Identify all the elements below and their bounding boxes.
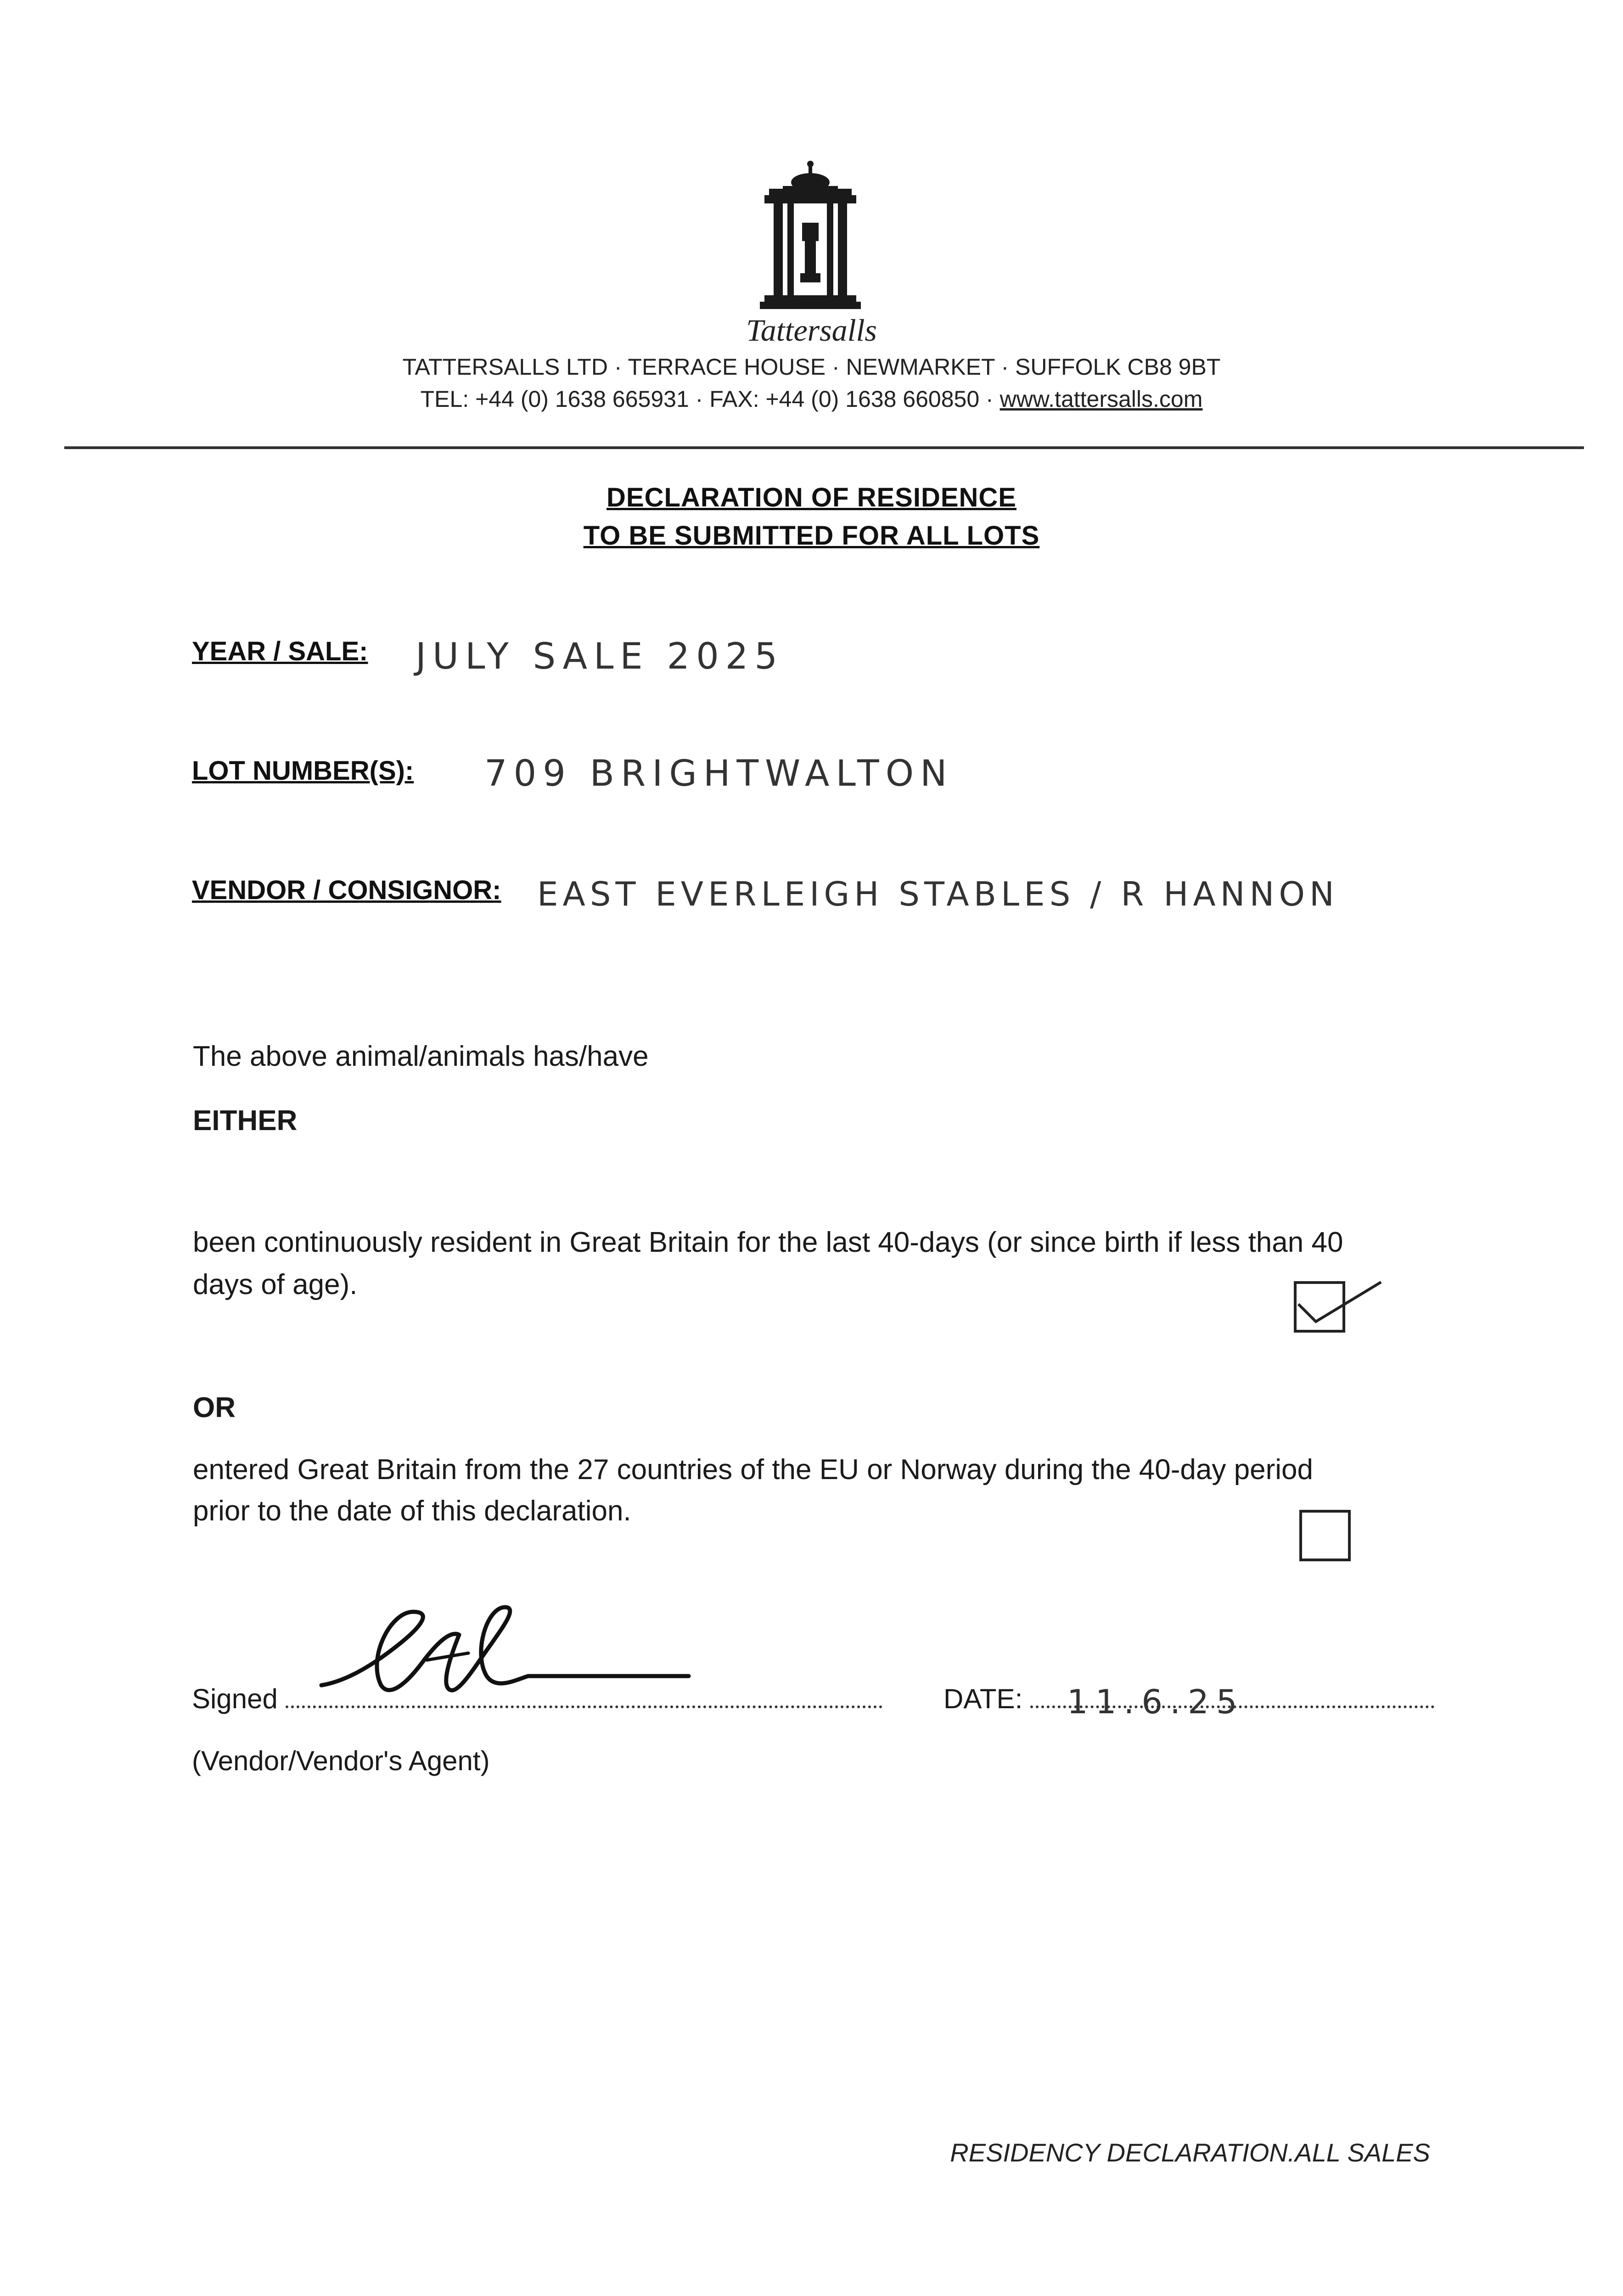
handwritten-signature-icon	[312, 1593, 735, 1713]
option2-text-line1: entered Great Britain from the 27 countries of the EU or Norway during the 40-day period	[193, 1454, 1313, 1486]
brand-name: Tattersalls	[746, 313, 877, 348]
signed-label: Signed	[192, 1683, 278, 1714]
phone-fax: TEL: +44 (0) 1638 665931 · FAX: +44 (0) 1638 660850 ·	[420, 386, 1000, 412]
website-link[interactable]: www.tattersalls.com	[1000, 386, 1203, 412]
date-line[interactable]	[1030, 1683, 1434, 1721]
option2-text-line2: prior to the date of this declaration.	[193, 1495, 631, 1527]
date-label: DATE:	[943, 1683, 1023, 1714]
checkmark-icon	[1294, 1277, 1386, 1332]
statement-intro: The above animal/animals has/have	[193, 1041, 649, 1072]
either-heading: EITHER	[193, 1105, 298, 1137]
option2-checkbox[interactable]	[1299, 1510, 1351, 1561]
header-divider	[64, 446, 1584, 449]
option1-text-line1: been continuously resident in Great Britain for the last 40-days (or since birth if less than 40	[193, 1227, 1343, 1258]
date-value: 11.6.25	[1067, 1683, 1245, 1721]
vendor-consignor-label: VENDOR / CONSIGNOR:	[192, 875, 501, 905]
lot-number-value[interactable]: 709 BRIGHTWALTON	[484, 753, 954, 794]
year-sale-label: YEAR / SALE:	[192, 636, 368, 666]
contact-line	[0, 386, 1623, 412]
year-sale-value[interactable]: JULY SALE 2025	[416, 636, 784, 677]
document-subtitle: TO BE SUBMITTED FOR ALL LOTS	[583, 521, 1040, 551]
company-address: TATTERSALLS LTD · TERRACE HOUSE · NEWMARKET · SUFFOLK CB8 9BT	[402, 354, 1221, 380]
document-footer: RESIDENCY DECLARATION.ALL SALES	[950, 2138, 1430, 2167]
or-heading: OR	[193, 1392, 236, 1424]
document-title: DECLARATION OF RESIDENCE	[607, 483, 1016, 512]
vendor-consignor-value[interactable]: EAST EVERLEIGH STABLES / R HANNON	[537, 875, 1339, 913]
date-row	[943, 1683, 1434, 1721]
lot-number-label: LOT NUMBER(S):	[192, 756, 414, 786]
signatory-role: (Vendor/Vendor's Agent)	[192, 1745, 490, 1776]
option1-text-line2: days of age).	[193, 1269, 358, 1300]
tattersalls-temple-logo-icon	[755, 158, 865, 310]
